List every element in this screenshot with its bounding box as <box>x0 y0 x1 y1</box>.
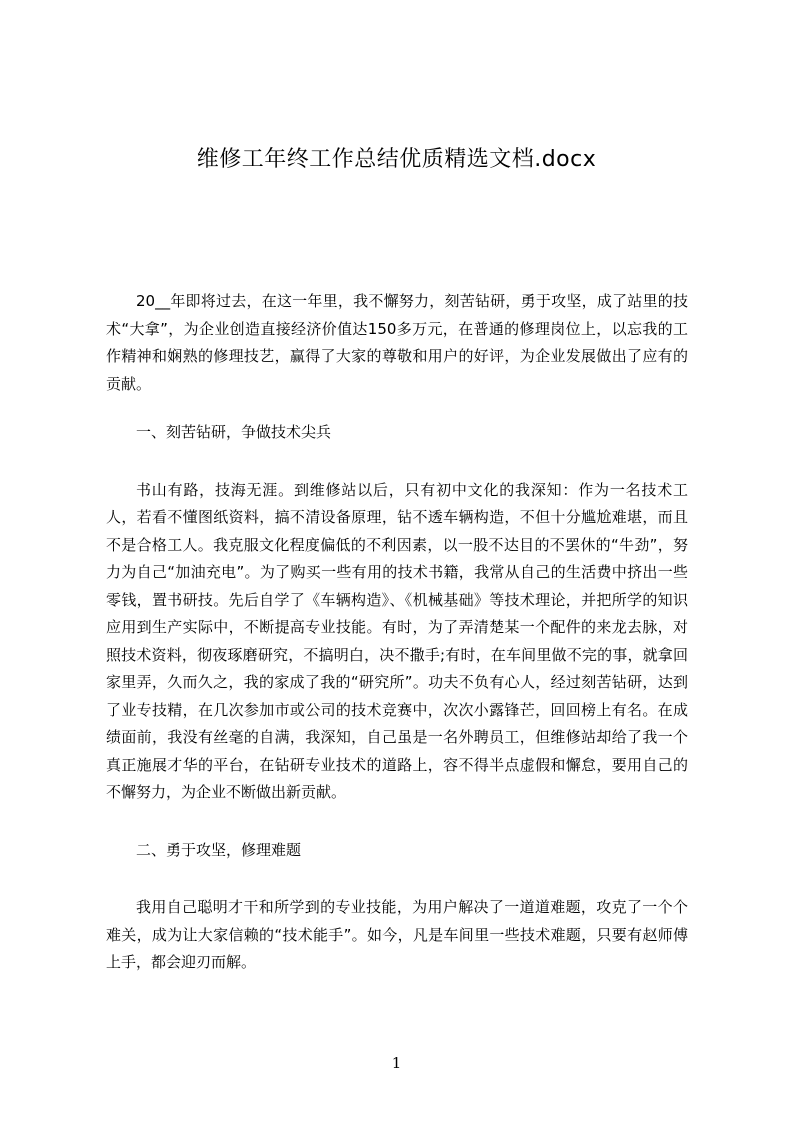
section-heading-2: 二、勇于攻坚，修理难题 <box>136 840 302 859</box>
page-number: 1 <box>391 1054 402 1072</box>
intro-paragraph: 20__年即将过去，在这一年里，我不懈努力，刻苦钻研，勇于攻坚，成了站里的技术“大拿”，为企业创造直接经济价值达150多万元，在普通的修理岗位上，以忘我的工作精神和娴熟的修理技艺，赢得了大家的尊敬和用户的好评，为企业发展做出了应有的贡献。 <box>106 292 688 393</box>
document-body <box>106 288 688 977</box>
section-heading-1: 一、刻苦钻研，争做技术尖兵 <box>136 423 332 441</box>
document-title: 维修工年终工作总结优质精选文档.docx <box>196 147 597 172</box>
section-body-1: 书山有路，技海无涯。到维修站以后，只有初中文化的我深知：作为一名技术工人，若看不懂图纸资料，搞不清设备原理，钻不透车辆构造，不但十分尴尬难堪，而且不是合格工人。我克服文化程度偏低的不利因素，以一股不达目的不罢休的“牛劲”，努力为自己“加油充电”。为了购买一些有用的技术书籍，我常从自己的生活费中挤出一些零钱，置书研技。先后自学了《车辆构造》、《机械基础》等技术理论，并把所学的知识应用到生产实际中，不断提高专业技能。有时，为了弄清楚某一个配件的来龙去脉，对照技术资料，彻夜琢磨研究，不搞明白，决不撒手;有时，在车间里做不完的事，就拿回家里弄，久而久之，我的家成了我的“研究所”。功夫不负有心人，经过刻苦钻研，达到了业专技精，在几次参加市或公司的技术竞赛中，次次小露锋芒，回回榜上有名。在成绩面前，我没有丝毫的自满，我深知，自己虽是一名外聘员工，但维修站却给了我一个真正施展才华的平台，在钻研专业技术的道路上，容不得半点虚假和懈怠，要用自己的不懈努力，为企业不断做出新贡献。 <box>106 480 688 801</box>
section-body-2: 我用自己聪明才干和所学到的专业技能，为用户解决了一道道难题，攻克了一个个难关，成为让大家信赖的“技术能手”。如今，凡是车间里一些技术难题，只要有赵师傅上手，都会迎刃而解。 <box>106 898 688 971</box>
